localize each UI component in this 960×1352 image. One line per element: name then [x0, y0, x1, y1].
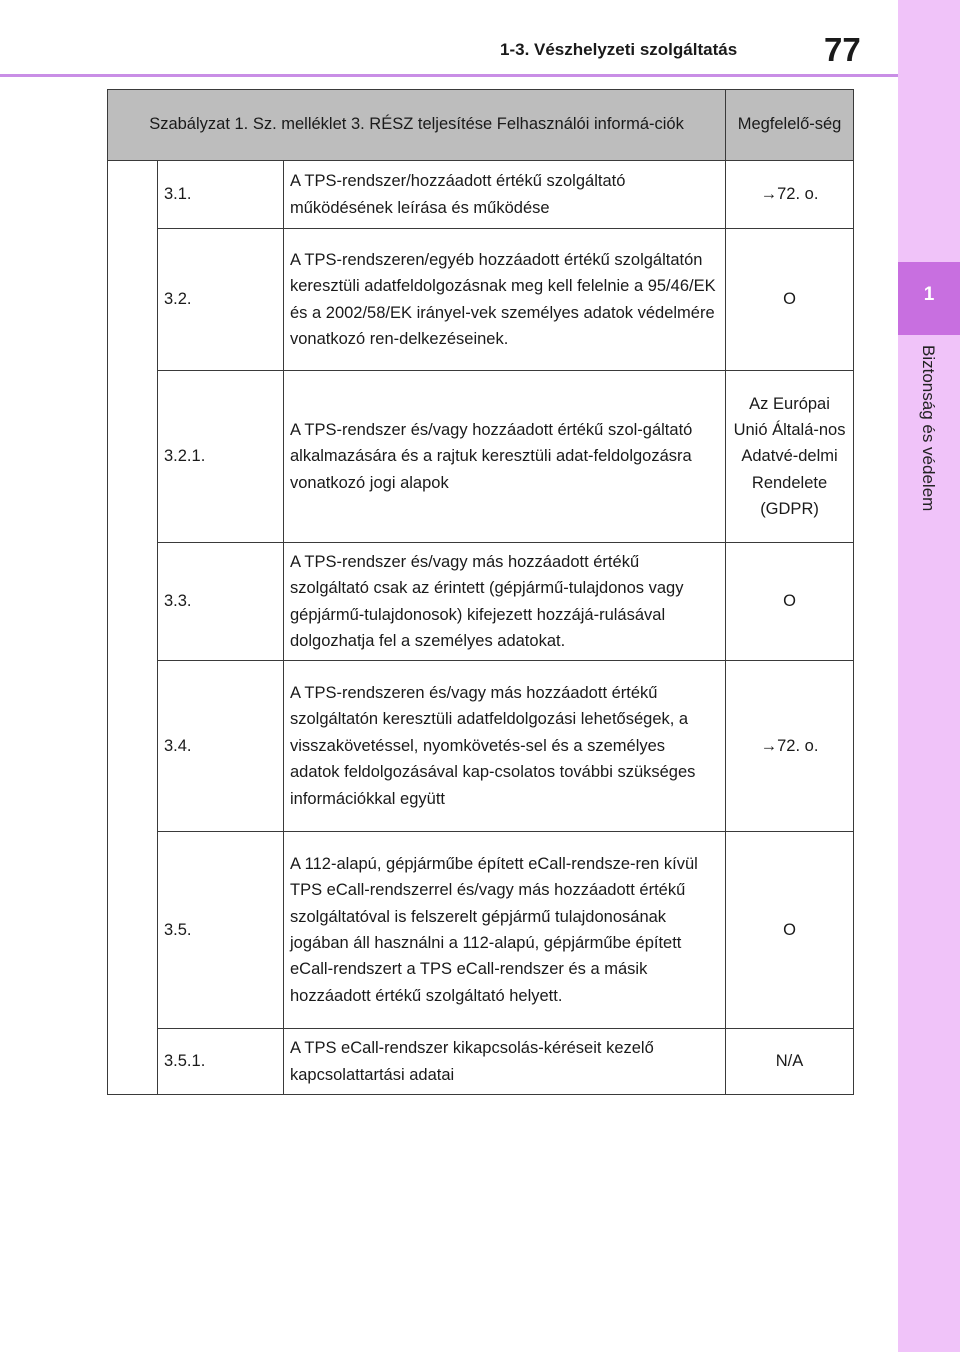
- chapter-side-tab: [898, 0, 960, 1352]
- chapter-number: 1: [923, 284, 935, 305]
- table-row: [108, 543, 854, 661]
- row-code: 3.3.: [158, 543, 284, 661]
- row-compliance: →72. o.: [726, 161, 854, 229]
- row-description: A TPS-rendszer és/vagy hozzáadott értékű szol-gáltató alkalmazására és a rajtuk keresztüli adat-feldolgozásra vonatkozó jogi alapok: [284, 371, 726, 543]
- table-row: [108, 161, 854, 229]
- table-row: [108, 371, 854, 543]
- regulation-table: [107, 89, 854, 1095]
- header-compliance: Megfelelő-ség: [726, 90, 854, 161]
- header-divider: [0, 74, 898, 77]
- header-requirement: Szabályzat 1. Sz. melléklet 3. RÉSZ teljesítése Felhasználói informá-ciók: [108, 90, 726, 161]
- blank-indent-cell: [108, 161, 158, 1095]
- table-row: [108, 661, 854, 832]
- row-compliance: →72. o.: [726, 661, 854, 832]
- row-description: A TPS-rendszeren és/vagy más hozzáadott értékű szolgáltatón keresztüli adatfeldolgozási lehetőségek, a visszakövetéssel, nyomkövetés-sel és a személyes adatok feldolgozásával kap-csolatos további szükséges információkkal együtt: [284, 661, 726, 832]
- row-compliance: Az Európai Unió Általá-nos Adatvé-delmi Rendelete (GDPR): [726, 371, 854, 543]
- row-compliance: N/A: [726, 1029, 854, 1095]
- row-compliance: O: [726, 229, 854, 371]
- row-code: 3.2.1.: [158, 371, 284, 543]
- row-code: 3.5.1.: [158, 1029, 284, 1095]
- row-compliance: O: [726, 543, 854, 661]
- row-compliance: O: [726, 832, 854, 1029]
- page-number: 77: [824, 31, 861, 68]
- table-row: [108, 229, 854, 371]
- table-row: [108, 1029, 854, 1095]
- table-row: [108, 832, 854, 1029]
- row-description: A TPS-rendszer/hozzáadott értékű szolgáltató működésének leírása és működése: [284, 161, 726, 229]
- row-description: A TPS-rendszeren/egyéb hozzáadott értékű szolgáltatón keresztüli adatfeldolgozásnak meg kell felelnie a 95/46/EK és a 2002/58/EK irányel-vek személyes adatok védelmére vonatkozó ren-delkezéseinek.: [284, 229, 726, 371]
- row-code: 3.4.: [158, 661, 284, 832]
- row-description: A TPS-rendszer és/vagy más hozzáadott értékű szolgáltató csak az érintett (gépjármű-tulajdonos vagy gépjármű-tulajdonosok) kifejezett hozzájá-rulásával dolgozhatja fel a személyes adatokat.: [284, 543, 726, 661]
- chapter-title: Biztonság és védelem: [919, 345, 938, 512]
- row-code: 3.2.: [158, 229, 284, 371]
- row-description: A TPS eCall-rendszer kikapcsolás-kéréseit kezelő kapcsolattartási adatai: [284, 1029, 726, 1095]
- row-code: 3.5.: [158, 832, 284, 1029]
- row-code: 3.1.: [158, 161, 284, 229]
- chapter-number-box: [898, 262, 960, 335]
- section-title: 1-3. Vészhelyzeti szolgáltatás: [500, 40, 738, 59]
- row-description: A 112-alapú, gépjárműbe épített eCall-rendsze-ren kívül TPS eCall-rendszerrel és/vagy más hozzáadott értékű szolgáltatóval is felszerelt gépjármű tulajdonosának jogában áll használni a 112-alapú, gépjárműbe épített eCall-rendszert a TPS eCall-rendszer és a másik hozzáadott értékű szolgáltató helyett.: [284, 832, 726, 1029]
- table-header-row: [108, 90, 854, 161]
